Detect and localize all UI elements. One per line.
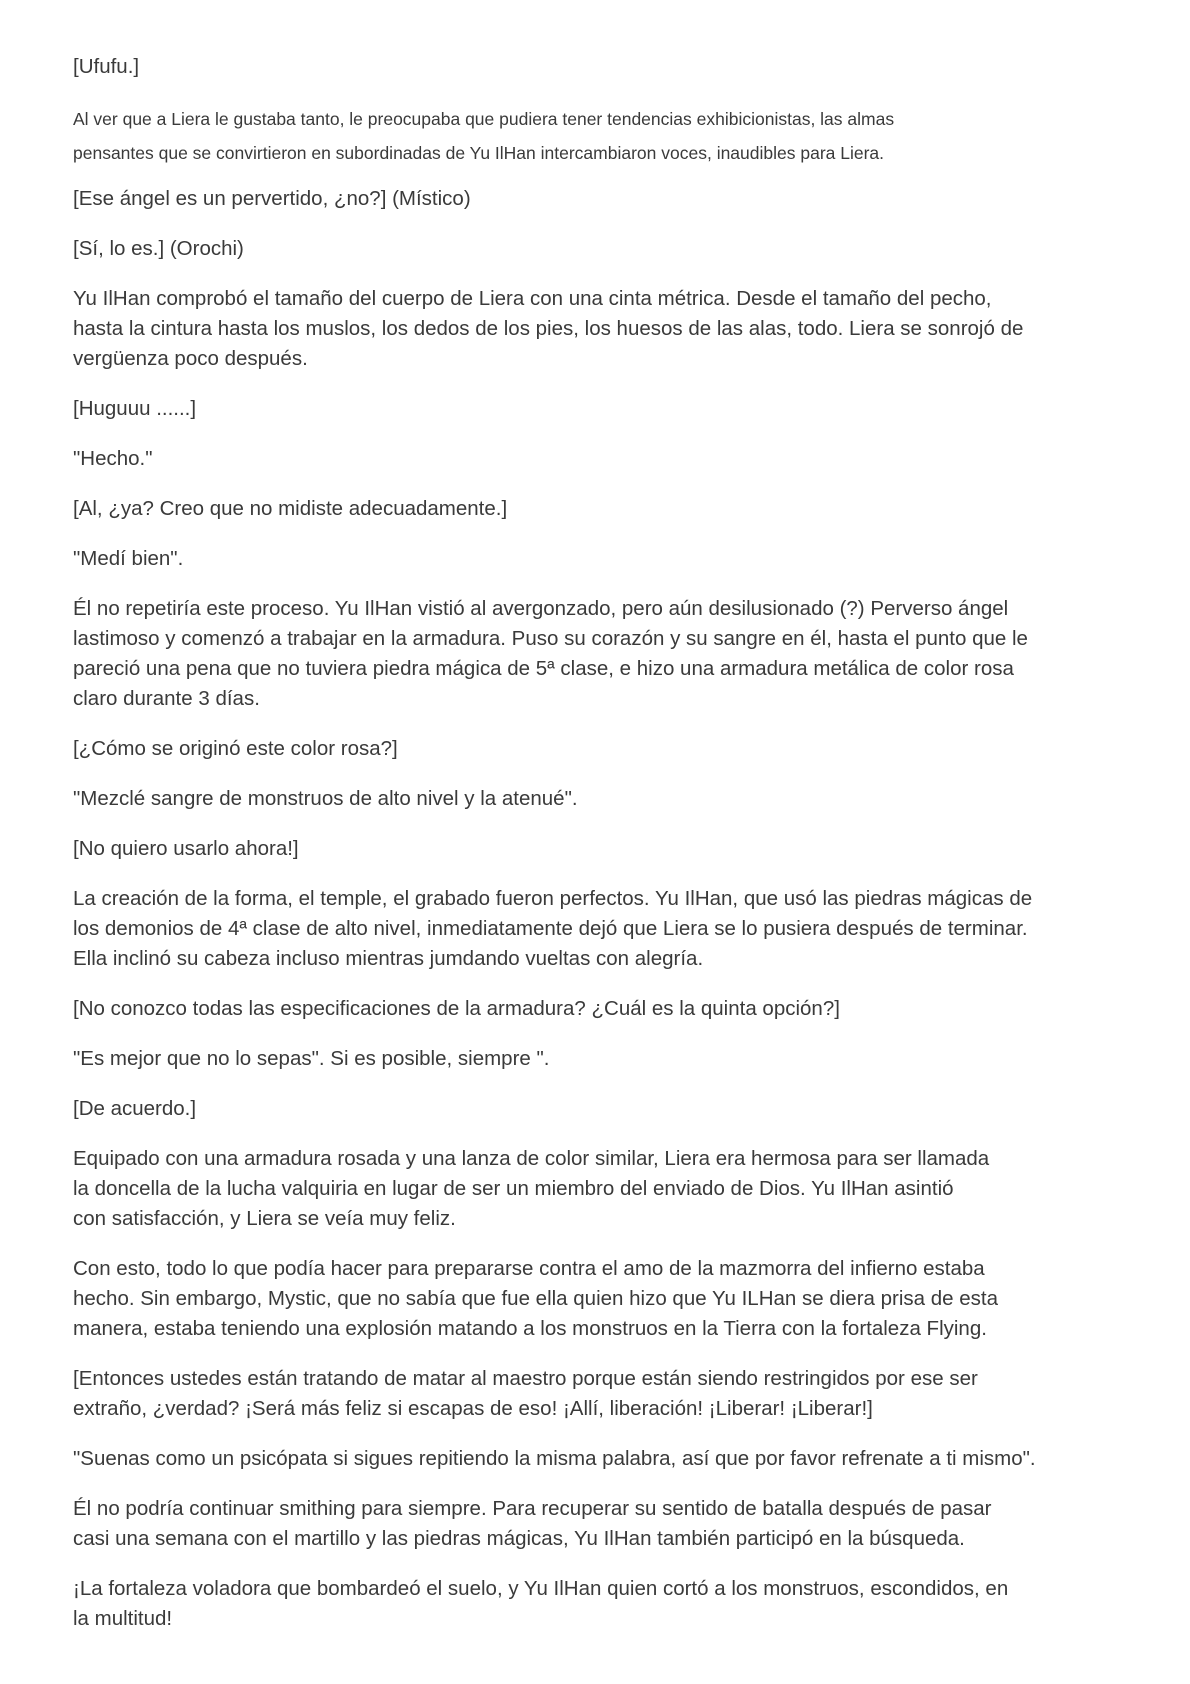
paragraph-19 [73,1254,1133,1344]
paragraph-5 [73,284,1133,374]
paragraph-line: vergüenza poco después. [73,347,308,370]
paragraph-23 [73,1574,1133,1634]
paragraph-1 [73,52,1133,82]
paragraph-line: hecho. Sin embargo, Mystic, que no sabía que fue ella quien hizo que Yu ILHan se diera prisa de esta [73,1287,999,1310]
paragraph-18 [73,1144,1133,1234]
paragraph-14 [73,884,1133,974]
paragraph-12 [73,784,1133,814]
paragraph-line: los demonios de 4ª clase de alto nivel, inmediatamente dejó que Liera se lo pusiera después de terminar. [73,917,1028,940]
paragraph-line: [Al, ¿ya? Creo que no midiste adecuadamente.] [73,497,508,520]
paragraph-9 [73,544,1133,574]
paragraph-line: "Hecho." [73,447,153,470]
paragraph-11 [73,734,1133,764]
paragraph-line: [Entonces ustedes están tratando de matar al maestro porque están siendo restringidos por ese ser [73,1367,978,1390]
paragraph-17 [73,1094,1133,1124]
paragraph-line: [Ufufu.] [73,55,140,78]
paragraph-line: pensantes que se convirtieron en subordinadas de Yu IlHan intercambiaron voces, inaudibles para Liera. [73,143,885,163]
paragraph-line: [Ese ángel es un pervertido, ¿no?] (Místico) [73,187,471,210]
paragraph-21 [73,1444,1133,1474]
paragraph-4 [73,234,1133,264]
paragraph-line: [¿Cómo se originó este color rosa?] [73,737,398,760]
paragraph-line: "Suenas como un psicópata si sigues repitiendo la misma palabra, así que por favor refrenate a ti mismo". [73,1447,1036,1470]
paragraph-line: Él no podría continuar smithing para siempre. Para recuperar su sentido de batalla después de pasar [73,1497,992,1520]
paragraph-line: [No quiero usarlo ahora!] [73,837,299,860]
paragraph-22 [73,1494,1133,1554]
paragraph-line: [Huguuu ......] [73,397,197,420]
paragraph-8 [73,494,1133,524]
paragraph-6 [73,394,1133,424]
paragraph-line: Con esto, todo lo que podía hacer para prepararse contra el amo de la mazmorra del infierno estaba [73,1257,985,1280]
paragraph-line: Equipado con una armadura rosada y una lanza de color similar, Liera era hermosa para ser llamada [73,1147,990,1170]
paragraph-line: [No conozco todas las especificaciones de la armadura? ¿Cuál es la quinta opción?] [73,997,840,1020]
paragraph-16 [73,1044,1133,1074]
paragraph-line: "Medí bien". [73,547,184,570]
paragraph-line: Ella inclinó su cabeza incluso mientras jumdando vueltas con alegría. [73,947,704,970]
document-page [73,52,1133,1654]
paragraph-line: [De acuerdo.] [73,1097,197,1120]
paragraph-7 [73,444,1133,474]
paragraph-13 [73,834,1133,864]
paragraph-line: "Es mejor que no lo sepas". Si es posible, siempre ". [73,1047,550,1070]
paragraph-line: claro durante 3 días. [73,687,260,710]
paragraph-line: Al ver que a Liera le gustaba tanto, le preocupaba que pudiera tener tendencias exhibicionistas, las almas [73,109,895,129]
paragraph-line: la doncella de la lucha valquiria en lugar de ser un miembro del enviado de Dios. Yu IlHan asintió [73,1177,954,1200]
paragraph-line: manera, estaba teniendo una explosión matando a los monstruos en la Tierra con la fortaleza Flying. [73,1317,987,1340]
paragraph-line: extraño, ¿verdad? ¡Será más feliz si escapas de eso! ¡Allí, liberación! ¡Liberar! ¡Liberar!] [73,1397,873,1420]
paragraph-line: con satisfacción, y Liera se veía muy feliz. [73,1207,456,1230]
paragraph-line: "Mezclé sangre de monstruos de alto nivel y la atenué". [73,787,578,810]
paragraph-line: pareció una pena que no tuviera piedra mágica de 5ª clase, e hizo una armadura metálica de color rosa [73,657,1014,680]
paragraph-line: ¡La fortaleza voladora que bombardeó el suelo, y Yu IlHan quien cortó a los monstruos, escondidos, en [73,1577,1009,1600]
paragraph-line: Él no repetiría este proceso. Yu IlHan vistió al avergonzado, pero aún desilusionado (?) Perverso ángel [73,597,1009,620]
paragraph-line: Yu IlHan comprobó el tamaño del cuerpo de Liera con una cinta métrica. Desde el tamaño del pecho, [73,287,992,310]
paragraph-line: [Sí, lo es.] (Orochi) [73,237,244,260]
paragraph-line: hasta la cintura hasta los muslos, los dedos de los pies, los huesos de las alas, todo. Liera se sonrojó de [73,317,1024,340]
paragraph-line: la multitud! [73,1607,173,1630]
paragraph-20 [73,1364,1133,1424]
paragraph-line: lastimoso y comenzó a trabajar en la armadura. Puso su corazón y su sangre en él, hasta el punto que le [73,627,1028,650]
paragraph-15 [73,994,1133,1024]
paragraph-10 [73,594,1133,714]
paragraph-2 [73,102,1133,170]
paragraph-line: casi una semana con el martillo y las piedras mágicas, Yu IlHan también participó en la búsqueda. [73,1527,965,1550]
paragraph-line: La creación de la forma, el temple, el grabado fueron perfectos. Yu IlHan, que usó las piedras mágicas de [73,887,1033,910]
paragraph-3 [73,184,1133,214]
